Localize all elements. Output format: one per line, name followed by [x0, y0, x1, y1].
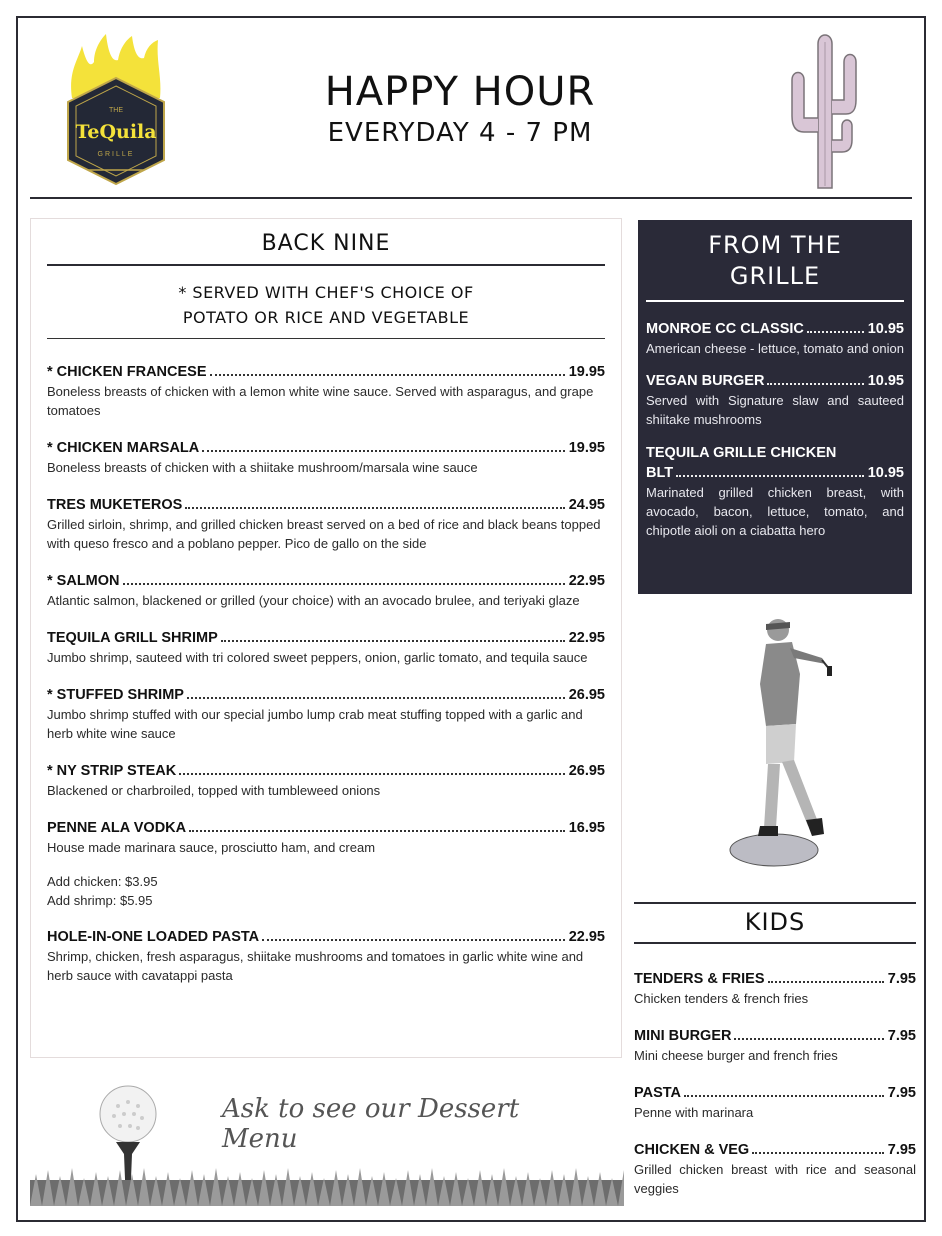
grille-title-line-1: FROM THE: [708, 231, 842, 259]
back-nine-title: BACK NINE: [261, 231, 391, 256]
item-name: * STUFFED SHRIMP: [47, 687, 184, 703]
item-price: 10.95: [867, 465, 904, 481]
item-name: * CHICKEN FRANCESE: [47, 364, 207, 380]
menu-item: [47, 629, 605, 667]
item-description: Atlantic salmon, blackened or grilled (your choice) with an avocado brulee, and teriyaki glaze: [47, 593, 580, 608]
item-price: 16.95: [568, 820, 605, 836]
menu-item: [47, 439, 605, 477]
item-description: Shrimp, chicken, fresh asparagus, shiitake mushrooms and tomatoes in garlic white wine and herb sauce with cavatappi pasta: [47, 949, 584, 983]
item-description: House made marinara sauce, prosciutto ham, and cream: [47, 840, 376, 855]
header-divider: [30, 197, 912, 199]
back-nine-items: [31, 339, 621, 985]
grille-title: [646, 230, 904, 292]
item-description: Chicken tenders & french fries: [634, 991, 809, 1006]
happy-hour-header: [230, 70, 690, 148]
divider: [634, 902, 916, 904]
menu-item: [646, 320, 904, 358]
dessert-menu-note: Ask to see our Dessert Menu: [222, 1094, 520, 1154]
item-description: Boneless breasts of chicken with a lemon white wine sauce. Served with asparagus, and grape tomatoes: [47, 384, 594, 418]
item-price: 7.95: [887, 971, 916, 987]
item-description: Boneless breasts of chicken with a shiitake mushroom/marsala wine sauce: [47, 460, 478, 475]
item-description: Penne with marinara: [634, 1105, 754, 1120]
tequila-grille-logo: [64, 32, 168, 192]
menu-item: [47, 762, 605, 800]
menu-item: [634, 1027, 916, 1065]
item-price: 7.95: [887, 1028, 916, 1044]
item-price: 10.95: [867, 321, 904, 337]
grass-decoration: [30, 1166, 624, 1206]
item-name: TENDERS & FRIES: [634, 971, 765, 987]
item-price: 22.95: [568, 573, 605, 589]
item-price: 26.95: [568, 763, 605, 779]
item-price: 19.95: [568, 440, 605, 456]
item-description: Grilled chicken breast with rice and seasonal veggies: [634, 1162, 916, 1196]
item-name: MINI BURGER: [634, 1028, 732, 1044]
logo-name: TeQuila: [75, 121, 157, 143]
from-the-grille-section: [638, 220, 912, 594]
item-price: 10.95: [867, 373, 904, 389]
item-description: Jumbo shrimp stuffed with our special jumbo lump crab meat stuffing topped with a garlic and herb white wine sauce: [47, 707, 583, 741]
grille-title-line-2: GRILLE: [729, 262, 821, 290]
addon-chicken: Add chicken: $3.95: [47, 874, 158, 889]
add-ons: [47, 872, 605, 910]
menu-item: [47, 928, 605, 985]
item-price: 24.95: [568, 497, 605, 513]
kids-title: KIDS: [744, 908, 806, 936]
item-name: * CHICKEN MARSALA: [47, 440, 200, 456]
golfer-illustration: [726, 614, 832, 870]
item-name: PENNE ALA VODKA: [47, 820, 187, 836]
menu-item: [47, 363, 605, 420]
item-name: MONROE CC CLASSIC: [646, 321, 804, 337]
item-price: 22.95: [568, 630, 605, 646]
back-nine-note: [31, 266, 621, 338]
item-name: HOLE-IN-ONE LOADED PASTA: [47, 929, 260, 945]
item-price: 7.95: [887, 1142, 916, 1158]
menu-item: [634, 1141, 916, 1198]
menu-item: [646, 443, 904, 540]
item-description: Blackened or charbroiled, topped with tumbleweed onions: [47, 783, 381, 798]
item-description: Jumbo shrimp, sauteed with tri colored sweet peppers, onion, garlic tomato, and tequila sauce: [47, 650, 588, 665]
menu-item: [47, 686, 605, 743]
item-price: 26.95: [568, 687, 605, 703]
item-description: Marinated grilled chicken breast, with avocado, bacon, lettuce, tomato, and chipotle aioli on a ciabatta hero: [646, 485, 904, 538]
item-name: TEQUILA GRILLE CHICKEN: [646, 445, 837, 461]
divider: [634, 942, 916, 944]
menu-item: [47, 819, 605, 857]
note-line-2: POTATO OR RICE AND VEGETABLE: [182, 308, 470, 327]
item-description: Mini cheese burger and french fries: [634, 1048, 838, 1063]
item-price: 7.95: [887, 1085, 916, 1101]
page-subtitle: EVERYDAY 4 - 7 PM: [327, 118, 593, 148]
item-name: VEGAN BURGER: [646, 373, 765, 389]
divider: [646, 300, 904, 302]
item-name: PASTA: [634, 1085, 681, 1101]
back-nine-section: [30, 218, 622, 1058]
logo-the: THE: [109, 107, 123, 114]
item-description: Grilled sirloin, shrimp, and grilled chicken breast served on a bed of rice and black beans topped with queso fresco and a poblano pepper. Pico de gallo on the side: [47, 517, 601, 551]
addon-shrimp: Add shrimp: $5.95: [47, 893, 153, 908]
menu-item: [47, 496, 605, 553]
item-name-continued: BLT: [646, 465, 674, 481]
item-name: * SALMON: [47, 573, 120, 589]
item-price: 19.95: [568, 364, 605, 380]
logo-grille: GRILLE: [97, 151, 135, 158]
item-name: CHICKEN & VEG: [634, 1142, 750, 1158]
item-name: TRES MUKETEROS: [47, 497, 183, 513]
menu-item: [47, 572, 605, 610]
item-price: 22.95: [568, 929, 605, 945]
item-description: American cheese - lettuce, tomato and onion: [646, 341, 904, 356]
kids-section: [634, 902, 916, 1217]
menu-item: [646, 372, 904, 429]
cactus-icon: [786, 22, 866, 190]
menu-item: [634, 970, 916, 1008]
item-name: TEQUILA GRILL SHRIMP: [47, 630, 218, 646]
page-title: HAPPY HOUR: [324, 69, 596, 115]
menu-item: [634, 1084, 916, 1122]
note-line-1: * SERVED WITH CHEF'S CHOICE OF: [178, 283, 474, 302]
item-name: * NY STRIP STEAK: [47, 763, 177, 779]
item-description: Served with Signature slaw and sauteed shiitake mushrooms: [646, 393, 904, 427]
